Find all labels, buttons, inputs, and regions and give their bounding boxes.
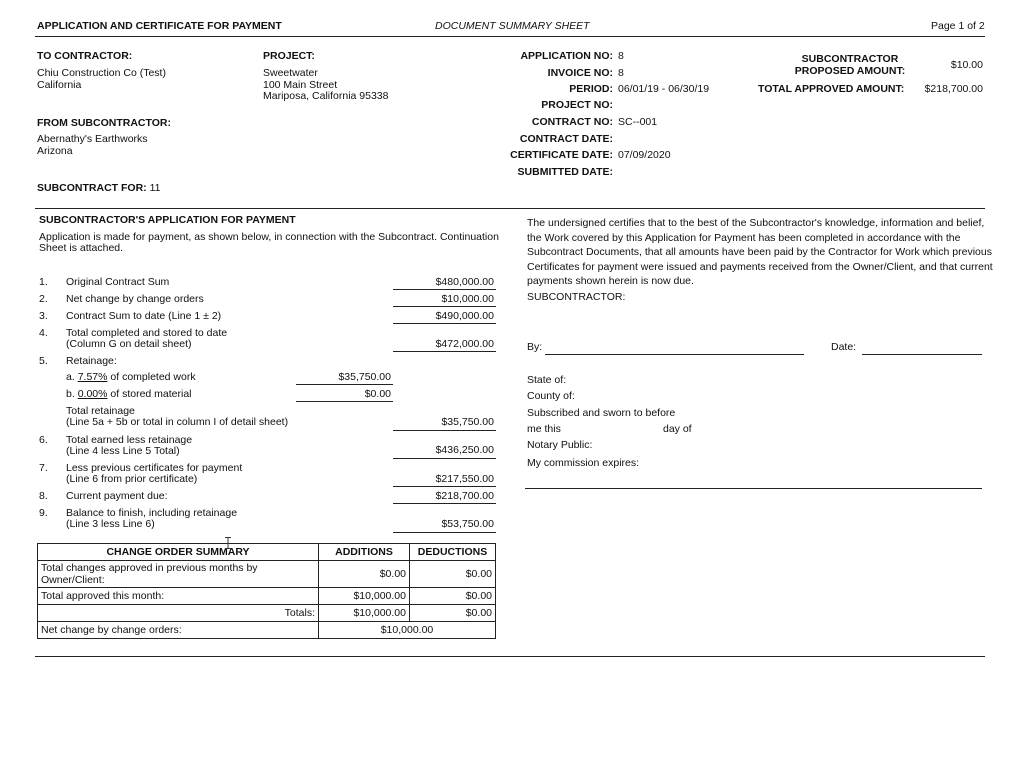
col-header-deductions: DEDUCTIONS bbox=[410, 544, 496, 561]
line-amount: $480,000.00 bbox=[435, 276, 494, 288]
line-text: Net change by change orders bbox=[66, 293, 204, 305]
amount-rule bbox=[393, 532, 496, 533]
line-text: Total earned less retainage bbox=[66, 434, 193, 446]
page-indicator: Page 1 of 2 bbox=[931, 20, 985, 32]
notary-rule bbox=[525, 488, 982, 489]
certification-line: Certificates for payment were issued and payments received from the Owner/Client, and that current bbox=[527, 260, 993, 273]
invoice-no-value: 8 bbox=[618, 67, 624, 79]
line-number: 8. bbox=[39, 490, 48, 502]
amount-rule bbox=[393, 306, 496, 307]
table-header-row bbox=[38, 544, 496, 561]
to-contractor-label: TO CONTRACTOR: bbox=[37, 50, 133, 62]
period-label: PERIOD: bbox=[569, 83, 613, 95]
project-no-label: PROJECT NO: bbox=[541, 99, 613, 111]
line-text: Less previous certificates for payment bbox=[66, 462, 243, 474]
me-this-label: me this bbox=[527, 423, 561, 435]
amount-rule bbox=[296, 401, 393, 402]
amount-rule bbox=[393, 430, 496, 431]
line-number: 9. bbox=[39, 507, 48, 519]
total-retainage-text-sub: (Line 5a + 5b or total in column I of detail sheet) bbox=[66, 416, 289, 428]
period-value: 06/01/19 - 06/30/19 bbox=[618, 83, 710, 95]
date-label: Date: bbox=[831, 341, 857, 353]
line-text: Original Contract Sum bbox=[66, 276, 170, 288]
net-change-label: Net change by change orders: bbox=[38, 622, 319, 639]
line-number: 1. bbox=[39, 276, 48, 288]
state-of-label: State of: bbox=[527, 374, 567, 386]
subcontract-for-value: 11 bbox=[149, 182, 161, 194]
by-signature-line bbox=[545, 354, 804, 355]
by-label: By: bbox=[527, 341, 543, 353]
proposed-amount-label-1: SUBCONTRACTOR bbox=[801, 53, 899, 65]
date-signature-line bbox=[862, 354, 982, 355]
header-divider bbox=[35, 36, 985, 37]
certification-line: Subcontract Documents, that all amounts have been paid by the Contractor for Work which previous bbox=[527, 246, 992, 258]
subcontract-for-label: SUBCONTRACT FOR: bbox=[37, 182, 147, 194]
to-contractor-name: Chiu Construction Co (Test) bbox=[37, 67, 166, 79]
day-of-label: day of bbox=[663, 423, 692, 435]
amount-rule bbox=[393, 486, 496, 487]
col-header-additions: ADDITIONS bbox=[319, 544, 410, 561]
certification-line: payments shown herein is now due. bbox=[527, 275, 694, 287]
retainage-a-prefix: a. bbox=[66, 371, 75, 383]
footer-divider bbox=[35, 656, 985, 657]
line-text-sub: (Column G on detail sheet) bbox=[66, 338, 192, 350]
from-subcontractor-state: Arizona bbox=[37, 145, 73, 157]
amount-rule bbox=[393, 458, 496, 459]
row-label: Total changes approved in previous months by Owner/Client: bbox=[38, 561, 319, 588]
project-name: Sweetwater bbox=[263, 67, 318, 79]
line-number: 7. bbox=[39, 462, 48, 474]
retainage-a bbox=[66, 371, 196, 383]
application-intro-2: Sheet is attached. bbox=[39, 242, 124, 254]
certificate-date-value: 07/09/2020 bbox=[618, 149, 671, 161]
line-text: Balance to finish, including retainage bbox=[66, 507, 238, 519]
line-text: Contract Sum to date (Line 1 ± 2) bbox=[66, 310, 222, 322]
certification-paragraph bbox=[527, 216, 993, 289]
line-number: 6. bbox=[39, 434, 48, 446]
subcontract-for bbox=[37, 182, 160, 194]
line-amount: $472,000.00 bbox=[435, 338, 494, 350]
line-amount: $490,000.00 bbox=[435, 310, 494, 322]
application-no-value: 8 bbox=[618, 50, 624, 62]
row-deductions: $0.00 bbox=[410, 605, 496, 622]
row-additions: $0.00 bbox=[319, 561, 410, 588]
approved-amount-value: $218,700.00 bbox=[924, 83, 983, 95]
net-change-value: $10,000.00 bbox=[319, 622, 496, 639]
project-label: PROJECT: bbox=[263, 50, 315, 62]
commission-expires-label: My commission expires: bbox=[527, 457, 640, 469]
line-amount: $217,550.00 bbox=[435, 473, 494, 485]
submitted-date-label: SUBMITTED DATE: bbox=[517, 166, 613, 178]
line-text: Current payment due: bbox=[66, 490, 168, 502]
retainage-b-amount: $0.00 bbox=[364, 388, 391, 400]
retainage-b-percent: 0.00% bbox=[77, 388, 108, 400]
line-text: Total completed and stored to date bbox=[66, 327, 228, 339]
line-number: 3. bbox=[39, 310, 48, 322]
approved-amount-label: TOTAL APPROVED AMOUNT: bbox=[758, 83, 905, 95]
table-row bbox=[38, 605, 496, 622]
project-address1: 100 Main Street bbox=[263, 79, 338, 91]
line-number: 4. bbox=[39, 327, 48, 339]
col-header-summary: CHANGE ORDER SUMMARY bbox=[38, 544, 319, 561]
from-subcontractor-label: FROM SUBCONTRACTOR: bbox=[37, 117, 171, 129]
county-of-label: County of: bbox=[527, 390, 575, 402]
table-row bbox=[38, 588, 496, 605]
proposed-amount-value: $10.00 bbox=[950, 59, 983, 71]
line-text-sub: (Line 4 less Line 5 Total) bbox=[66, 445, 180, 457]
amount-rule bbox=[296, 384, 393, 385]
certification-line: the Work covered by this Application for Payment has been completed in accordance with the bbox=[527, 231, 961, 244]
contract-no-value: SC--001 bbox=[618, 116, 658, 128]
line-text: Retainage: bbox=[66, 355, 117, 367]
row-label: Totals: bbox=[38, 605, 319, 622]
invoice-no-label: INVOICE NO: bbox=[547, 67, 613, 79]
sworn-label: Subscribed and sworn to before bbox=[527, 407, 676, 419]
row-additions: $10,000.00 bbox=[319, 588, 410, 605]
application-no-label: APPLICATION NO: bbox=[520, 50, 613, 62]
certificate-date-label: CERTIFICATE DATE: bbox=[510, 149, 613, 161]
from-subcontractor-name: Abernathy's Earthworks bbox=[37, 133, 148, 145]
subcontractor-signature-label: SUBCONTRACTOR: bbox=[527, 291, 626, 303]
line-amount: $53,750.00 bbox=[441, 518, 494, 530]
retainage-a-percent: 7.57% bbox=[77, 371, 108, 383]
retainage-b bbox=[66, 388, 192, 400]
line-number: 5. bbox=[39, 355, 48, 367]
proposed-amount-label-2: PROPOSED AMOUNT: bbox=[794, 65, 906, 77]
section-divider bbox=[35, 208, 985, 209]
contract-no-label: CONTRACT NO: bbox=[531, 116, 613, 128]
row-deductions: $0.00 bbox=[410, 561, 496, 588]
line-text-sub: (Line 3 less Line 6) bbox=[66, 518, 155, 530]
amount-rule bbox=[393, 351, 496, 352]
project-address2: Mariposa, California 95338 bbox=[263, 90, 389, 102]
table-row bbox=[38, 622, 496, 639]
line-number: 2. bbox=[39, 293, 48, 305]
line-amount: $218,700.00 bbox=[435, 490, 494, 502]
to-contractor-state: California bbox=[37, 79, 82, 91]
application-intro-1: Application is made for payment, as shown below, in connection with the Subcontract. Continuation bbox=[39, 231, 499, 243]
retainage-a-text: of completed work bbox=[110, 371, 196, 383]
change-order-summary-table bbox=[37, 543, 496, 639]
text-cursor-icon bbox=[224, 537, 232, 549]
notary-public-label: Notary Public: bbox=[527, 439, 593, 451]
row-label: Total approved this month: bbox=[38, 588, 319, 605]
contract-date-label: CONTRACT DATE: bbox=[519, 133, 613, 145]
row-deductions: $0.00 bbox=[410, 588, 496, 605]
line-text-sub: (Line 6 from prior certificate) bbox=[66, 473, 198, 485]
amount-rule bbox=[393, 503, 496, 504]
document-summary-label: DOCUMENT SUMMARY SHEET bbox=[435, 20, 590, 32]
document-title: APPLICATION AND CERTIFICATE FOR PAYMENT bbox=[37, 20, 282, 32]
line-amount: $10,000.00 bbox=[441, 293, 494, 305]
retainage-b-text: of stored material bbox=[110, 388, 192, 400]
amount-rule bbox=[393, 289, 496, 290]
line-amount: $436,250.00 bbox=[435, 444, 494, 456]
certification-line: The undersigned certifies that to the best of the Subcontractor's knowledge, information and belief, bbox=[527, 217, 985, 229]
total-retainage-text: Total retainage bbox=[66, 405, 135, 417]
retainage-b-prefix: b. bbox=[66, 388, 75, 400]
row-additions: $10,000.00 bbox=[319, 605, 410, 622]
total-retainage-amount: $35,750.00 bbox=[441, 416, 494, 428]
application-heading: SUBCONTRACTOR'S APPLICATION FOR PAYMENT bbox=[39, 214, 296, 226]
retainage-a-amount: $35,750.00 bbox=[338, 371, 391, 383]
table-row bbox=[38, 561, 496, 588]
amount-rule bbox=[393, 323, 496, 324]
